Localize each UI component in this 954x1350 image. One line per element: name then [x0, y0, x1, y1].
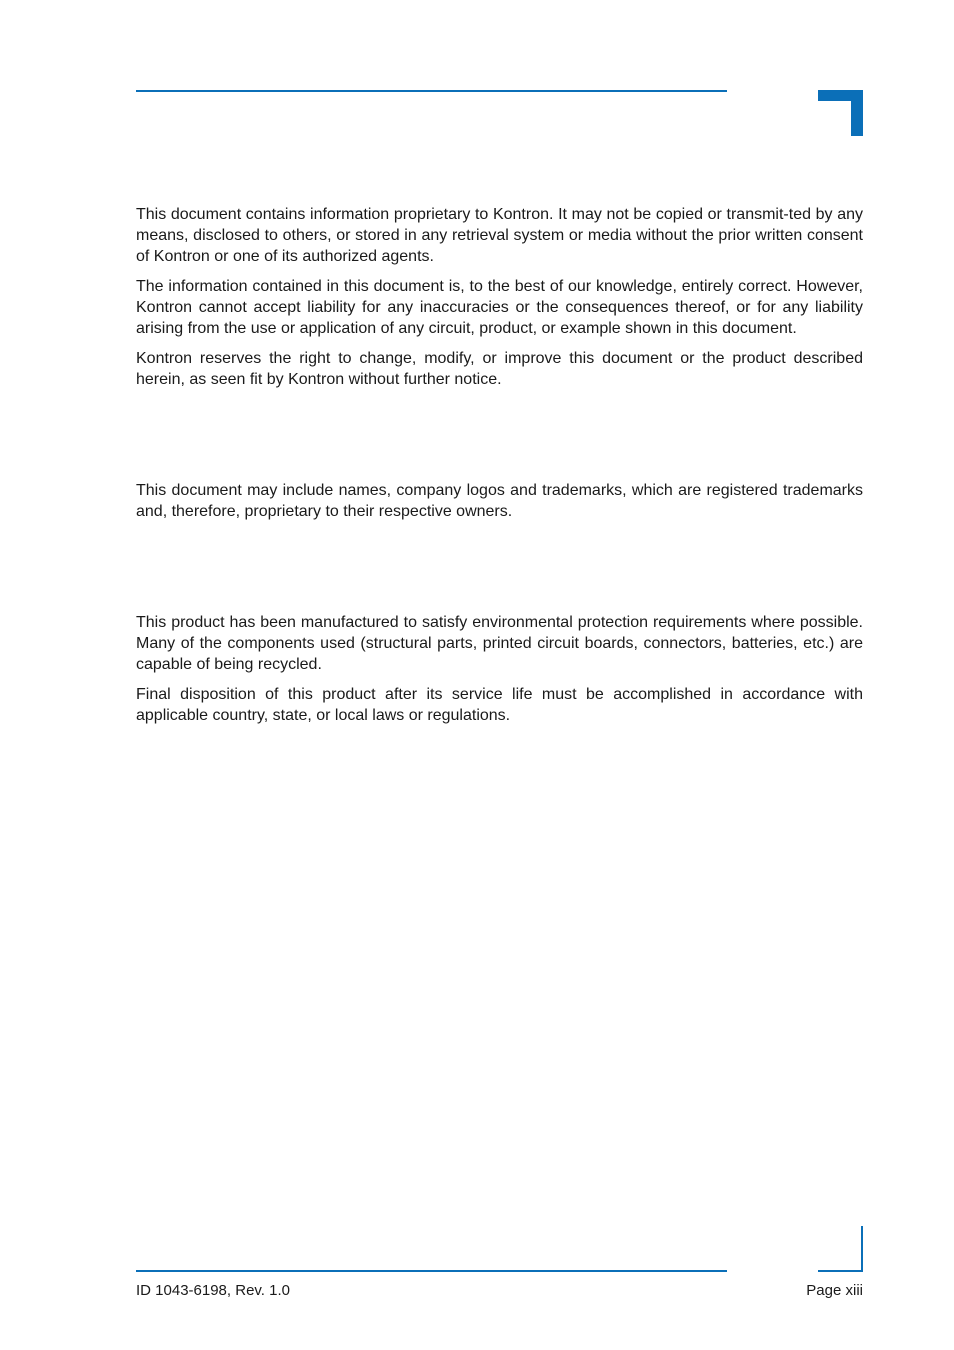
- document-body: [136, 204, 863, 735]
- header-corner-vertical: [851, 90, 863, 136]
- paragraph-proprietary: This document contains information proprietary to Kontron. It may not be copied or transmit-ted by any means, disclosed to others, or stored in any retrieval system or media without the prior written consent of Kontron or one of its authorized agents.: [136, 206, 863, 265]
- section-gap: [136, 531, 863, 612]
- footer-rule: [136, 1270, 727, 1272]
- section-gap: [136, 399, 863, 480]
- paragraph-disposition: Final disposition of this product after its service life must be accomplished in accordance with applicable country, state, or local laws or regulations.: [136, 686, 863, 724]
- footer-corner-vertical: [861, 1226, 863, 1272]
- section-proprietary-notice: [136, 204, 863, 390]
- footer-corner-horizontal: [818, 1270, 863, 1272]
- section-trademarks: [136, 480, 863, 522]
- footer-page-number: Page xiii: [806, 1282, 863, 1299]
- section-environmental: [136, 612, 863, 726]
- paragraph-environmental: This product has been manufactured to satisfy environmental protection requirements where possible. Many of the components used (structural parts, printed circuit boards, connectors, batteries, etc.) are capable of being recycled.: [136, 614, 863, 673]
- paragraph-liability: The information contained in this document is, to the best of our knowledge, entirely correct. However, Kontron cannot accept liability for any inaccuracies or the consequences thereof, or for any liability arising from the use or application of any circuit, product, or example shown in this document.: [136, 278, 863, 337]
- footer-corner-mark: [818, 1226, 863, 1272]
- footer-doc-id: ID 1043-6198, Rev. 1.0: [136, 1282, 290, 1299]
- paragraph-trademarks: This document may include names, company logos and trademarks, which are registered trademarks and, therefore, proprietary to their respective owners.: [136, 482, 863, 520]
- header-rule: [136, 90, 727, 92]
- paragraph-changes: Kontron reserves the right to change, modify, or improve this document or the product described herein, as seen fit by Kontron without further notice.: [136, 350, 863, 388]
- header-corner-mark: [818, 90, 863, 136]
